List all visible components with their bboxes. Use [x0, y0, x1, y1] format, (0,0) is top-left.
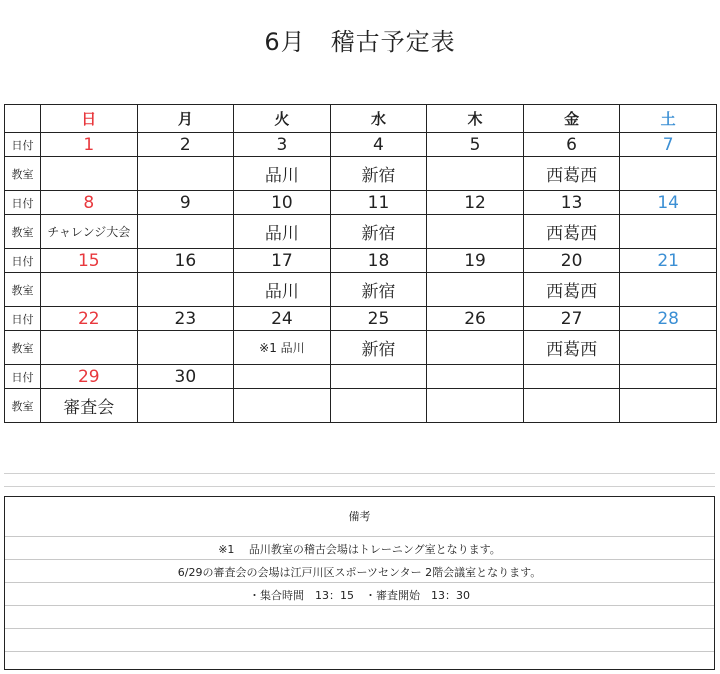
room-cell-thu [427, 215, 524, 249]
room-cell-wed: 新宿 [330, 331, 427, 365]
date-cell-thu [427, 365, 524, 389]
room-cell-mon [137, 389, 234, 423]
date-cell-sat: 21 [620, 249, 717, 273]
note-line-1: ※1 品川教室の稽古会場はトレーニング室となります。 [218, 543, 501, 556]
room-cell-thu [427, 389, 524, 423]
day-header-mon: 月 [137, 105, 234, 133]
page-title: 6月 稽古予定表 [264, 28, 456, 56]
date-cell-sat: 7 [620, 133, 717, 157]
room-cell-mon [137, 157, 234, 191]
room-row [5, 331, 717, 365]
room-cell-tue: 品川 [234, 273, 331, 307]
date-cell-thu: 19 [427, 249, 524, 273]
notes-box [4, 496, 715, 670]
room-row-label: 教室 [5, 389, 41, 423]
room-cell-sat [620, 389, 717, 423]
date-cell-wed [330, 365, 427, 389]
day-header-wed: 水 [330, 105, 427, 133]
date-cell-wed: 4 [330, 133, 427, 157]
date-cell-wed: 25 [330, 307, 427, 331]
room-cell-sat [620, 215, 717, 249]
date-cell-wed: 11 [330, 191, 427, 215]
date-cell-sun: 1 [41, 133, 138, 157]
room-cell-mon [137, 331, 234, 365]
room-cell-tue: ※1 品川 [234, 331, 331, 365]
day-header-sat: 土 [620, 105, 717, 133]
room-cell-fri: 西葛西 [523, 215, 620, 249]
room-row-label: 教室 [5, 273, 41, 307]
room-cell-fri: 西葛西 [523, 157, 620, 191]
room-cell-sun [41, 273, 138, 307]
note-line-3: ・集合時間 13：15 ・審査開始 13：30 [249, 589, 470, 602]
day-header-tue: 火 [234, 105, 331, 133]
date-cell-thu: 26 [427, 307, 524, 331]
date-cell-sun: 15 [41, 249, 138, 273]
date-cell-sat: 14 [620, 191, 717, 215]
date-cell-fri: 6 [523, 133, 620, 157]
room-cell-sun: チャレンジ大会 [41, 215, 138, 249]
room-cell-wed: 新宿 [330, 157, 427, 191]
day-header-fri: 金 [523, 105, 620, 133]
room-row-label: 教室 [5, 215, 41, 249]
room-cell-sat [620, 273, 717, 307]
room-cell-sun: 審査会 [41, 389, 138, 423]
room-cell-sat [620, 157, 717, 191]
room-cell-wed [330, 389, 427, 423]
date-cell-tue: 24 [234, 307, 331, 331]
room-cell-fri [523, 389, 620, 423]
day-header-sun: 日 [41, 105, 138, 133]
room-cell-tue: 品川 [234, 215, 331, 249]
date-row-label: 日付 [5, 133, 41, 157]
date-cell-mon: 9 [137, 191, 234, 215]
date-row-label: 日付 [5, 249, 41, 273]
note-line-2: 6/29の審査会の会場は江戸川区スポーツセンター 2階会議室となります。 [177, 566, 542, 579]
date-cell-sun: 29 [41, 365, 138, 389]
room-cell-fri: 西葛西 [523, 273, 620, 307]
date-cell-fri: 20 [523, 249, 620, 273]
room-row [5, 157, 717, 191]
date-cell-sat [620, 365, 717, 389]
room-cell-wed: 新宿 [330, 273, 427, 307]
date-cell-sat: 28 [620, 307, 717, 331]
notes-heading: 備考 [348, 510, 371, 523]
room-cell-mon [137, 273, 234, 307]
room-cell-sun [41, 157, 138, 191]
day-header-thu: 木 [427, 105, 524, 133]
date-cell-tue: 3 [234, 133, 331, 157]
room-cell-mon [137, 215, 234, 249]
corner-cell [5, 105, 41, 133]
room-cell-thu [427, 157, 524, 191]
date-row-label: 日付 [5, 191, 41, 215]
date-row [5, 133, 717, 157]
date-row [5, 249, 717, 273]
date-cell-fri: 27 [523, 307, 620, 331]
date-cell-fri [523, 365, 620, 389]
room-cell-sun [41, 331, 138, 365]
date-cell-tue: 17 [234, 249, 331, 273]
date-cell-mon: 2 [137, 133, 234, 157]
date-cell-thu: 5 [427, 133, 524, 157]
room-cell-thu [427, 331, 524, 365]
date-row [5, 365, 717, 389]
date-cell-mon: 30 [137, 365, 234, 389]
date-row-label: 日付 [5, 307, 41, 331]
room-row-label: 教室 [5, 157, 41, 191]
room-cell-tue [234, 389, 331, 423]
room-cell-fri: 西葛西 [523, 331, 620, 365]
room-row-label: 教室 [5, 331, 41, 365]
room-cell-thu [427, 273, 524, 307]
date-row-label: 日付 [5, 365, 41, 389]
date-cell-mon: 16 [137, 249, 234, 273]
date-row [5, 307, 717, 331]
date-cell-sun: 8 [41, 191, 138, 215]
room-cell-wed: 新宿 [330, 215, 427, 249]
date-cell-tue [234, 365, 331, 389]
date-cell-tue: 10 [234, 191, 331, 215]
day-header-row [5, 105, 717, 133]
room-row [5, 273, 717, 307]
room-row [5, 389, 717, 423]
date-row [5, 191, 717, 215]
date-cell-fri: 13 [523, 191, 620, 215]
room-row [5, 215, 717, 249]
schedule-table [4, 104, 717, 423]
room-cell-tue: 品川 [234, 157, 331, 191]
date-cell-sun: 22 [41, 307, 138, 331]
date-cell-mon: 23 [137, 307, 234, 331]
date-cell-thu: 12 [427, 191, 524, 215]
date-cell-wed: 18 [330, 249, 427, 273]
room-cell-sat [620, 331, 717, 365]
